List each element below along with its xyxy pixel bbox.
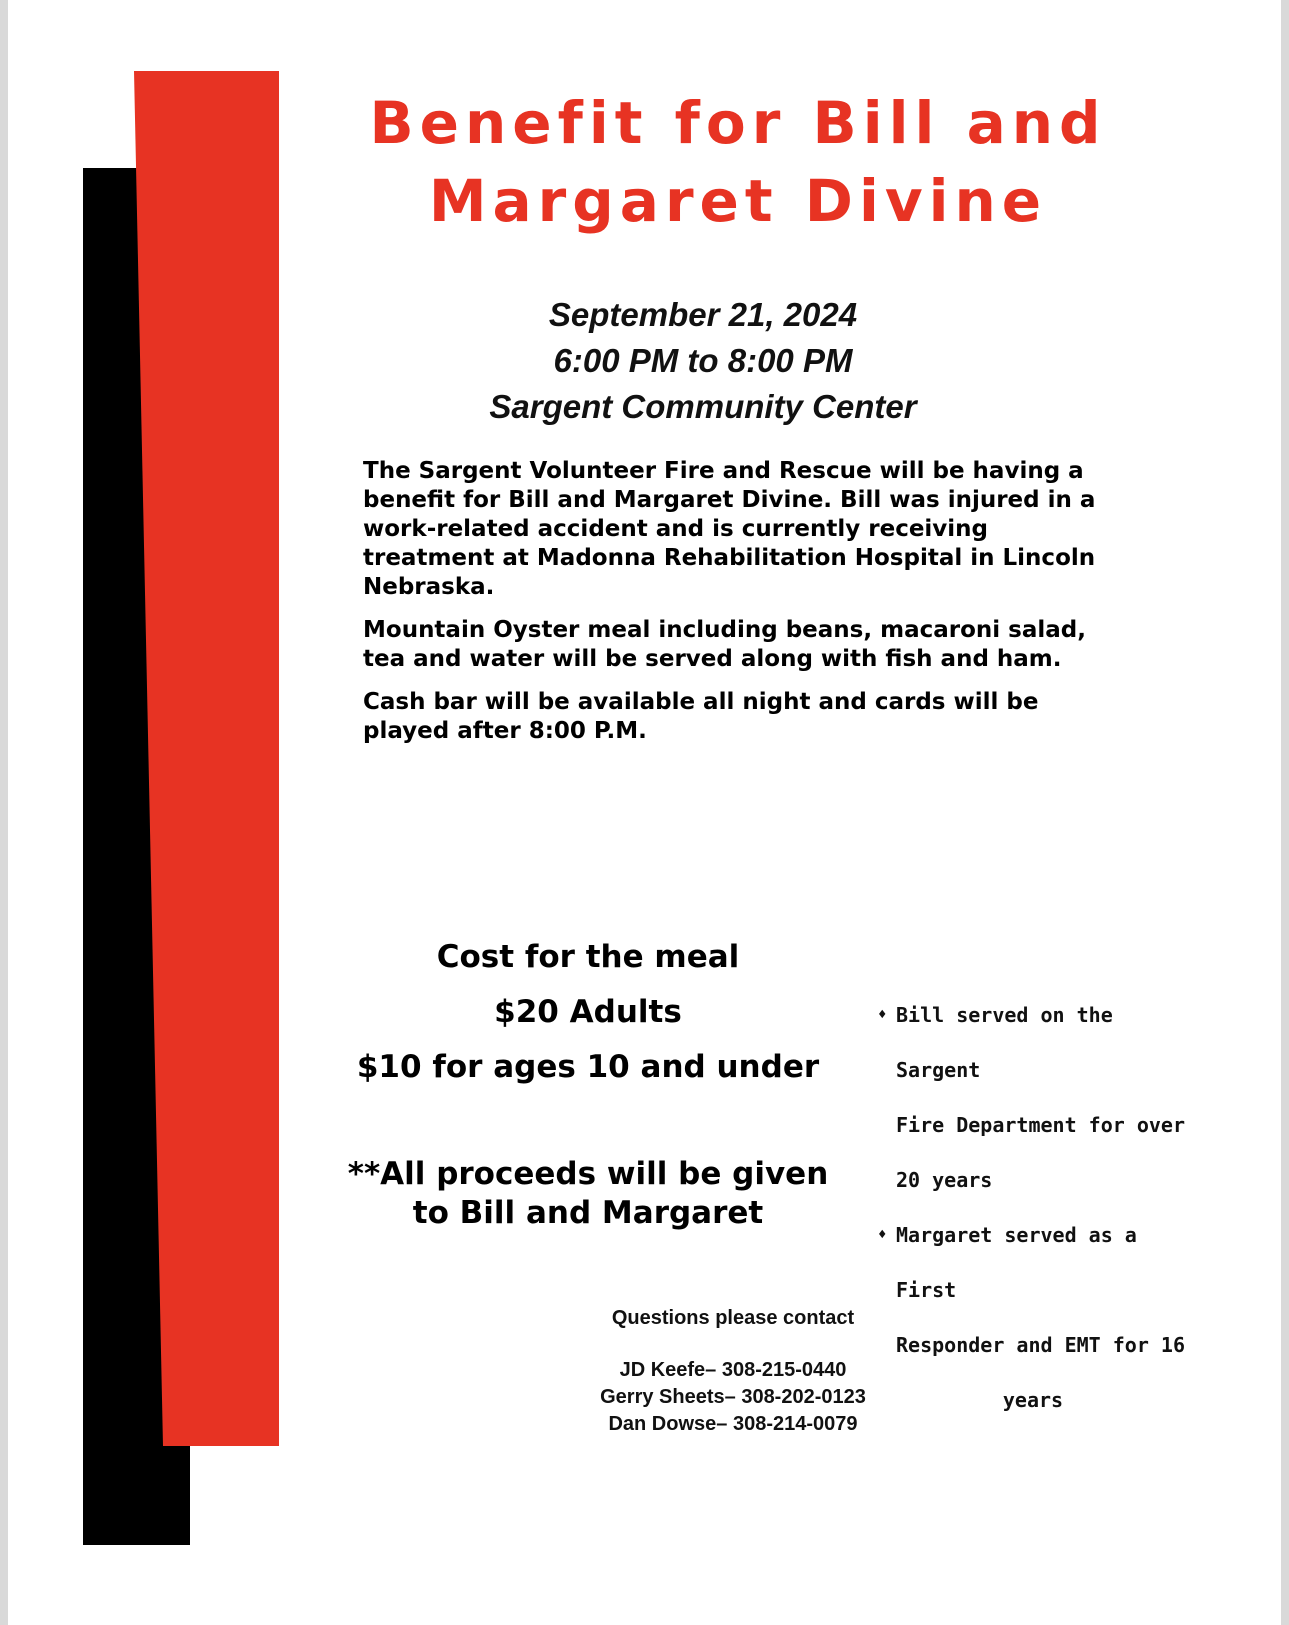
event-details: [408, 292, 998, 430]
flyer-page: [8, 0, 1281, 1625]
event-time: 6:00 PM to 8:00 PM: [553, 342, 853, 379]
proceeds-note: [328, 1155, 848, 1233]
description-paragraph-1: The Sargent Volunteer Fire and Rescue will be having a benefit for Bill and Margaret Divine. Bill was injured in a work-related accident and is currently receiving treatment at Madonna Rehabilitation Hospital in Lincoln Nebraska.: [363, 458, 1096, 600]
title-line-1: Benefit for Bill and: [369, 89, 1107, 157]
fact-margaret-line-3: years: [1002, 1388, 1064, 1412]
fact-bill-line-2: Fire Department for over: [896, 1113, 1185, 1137]
cost-kids: $10 for ages 10 and under: [356, 1049, 820, 1085]
contact-heading: Questions please contact: [611, 1307, 855, 1329]
fact-bill-line-3: 20 years: [896, 1168, 993, 1192]
description-paragraph-3: Cash bar will be available all night and cards will be played after 8:00 P.M.: [363, 689, 1039, 744]
fact-margaret-line-1: ♦ Margaret served as a First: [878, 1208, 1208, 1318]
proceeds-line-2: to Bill and Margaret: [412, 1195, 764, 1231]
meal-cost: [328, 930, 848, 1095]
contact-person: Dan Dowse– 308-214-0079: [608, 1413, 858, 1435]
contact-person: Gerry Sheets– 308-202-0123: [600, 1386, 866, 1408]
fact-bill-line-1: ♦ Bill served on the Sargent: [878, 988, 1208, 1098]
service-facts: [878, 988, 1208, 1428]
event-location: Sargent Community Center: [489, 388, 917, 425]
description-paragraph-2: Mountain Oyster meal including beans, macaroni salad, tea and water will be served along with fish and ham.: [363, 617, 1086, 672]
proceeds-line-1: **All proceeds will be given: [347, 1156, 829, 1192]
cost-heading: Cost for the meal: [436, 939, 740, 975]
diamond-bullet-icon: ♦: [878, 1007, 887, 1023]
contact-person: JD Keefe– 308-215-0440: [619, 1359, 847, 1381]
event-description: [363, 457, 1108, 760]
contact-section: [563, 1305, 903, 1438]
cost-adults: $20 Adults: [494, 994, 682, 1030]
flyer-title: [348, 84, 1128, 240]
diamond-bullet-icon: ♦: [878, 1227, 887, 1243]
title-line-2: Margaret Divine: [428, 167, 1048, 235]
fact-margaret-line-2: Responder and EMT for 16: [896, 1333, 1185, 1357]
event-date: September 21, 2024: [548, 296, 858, 333]
